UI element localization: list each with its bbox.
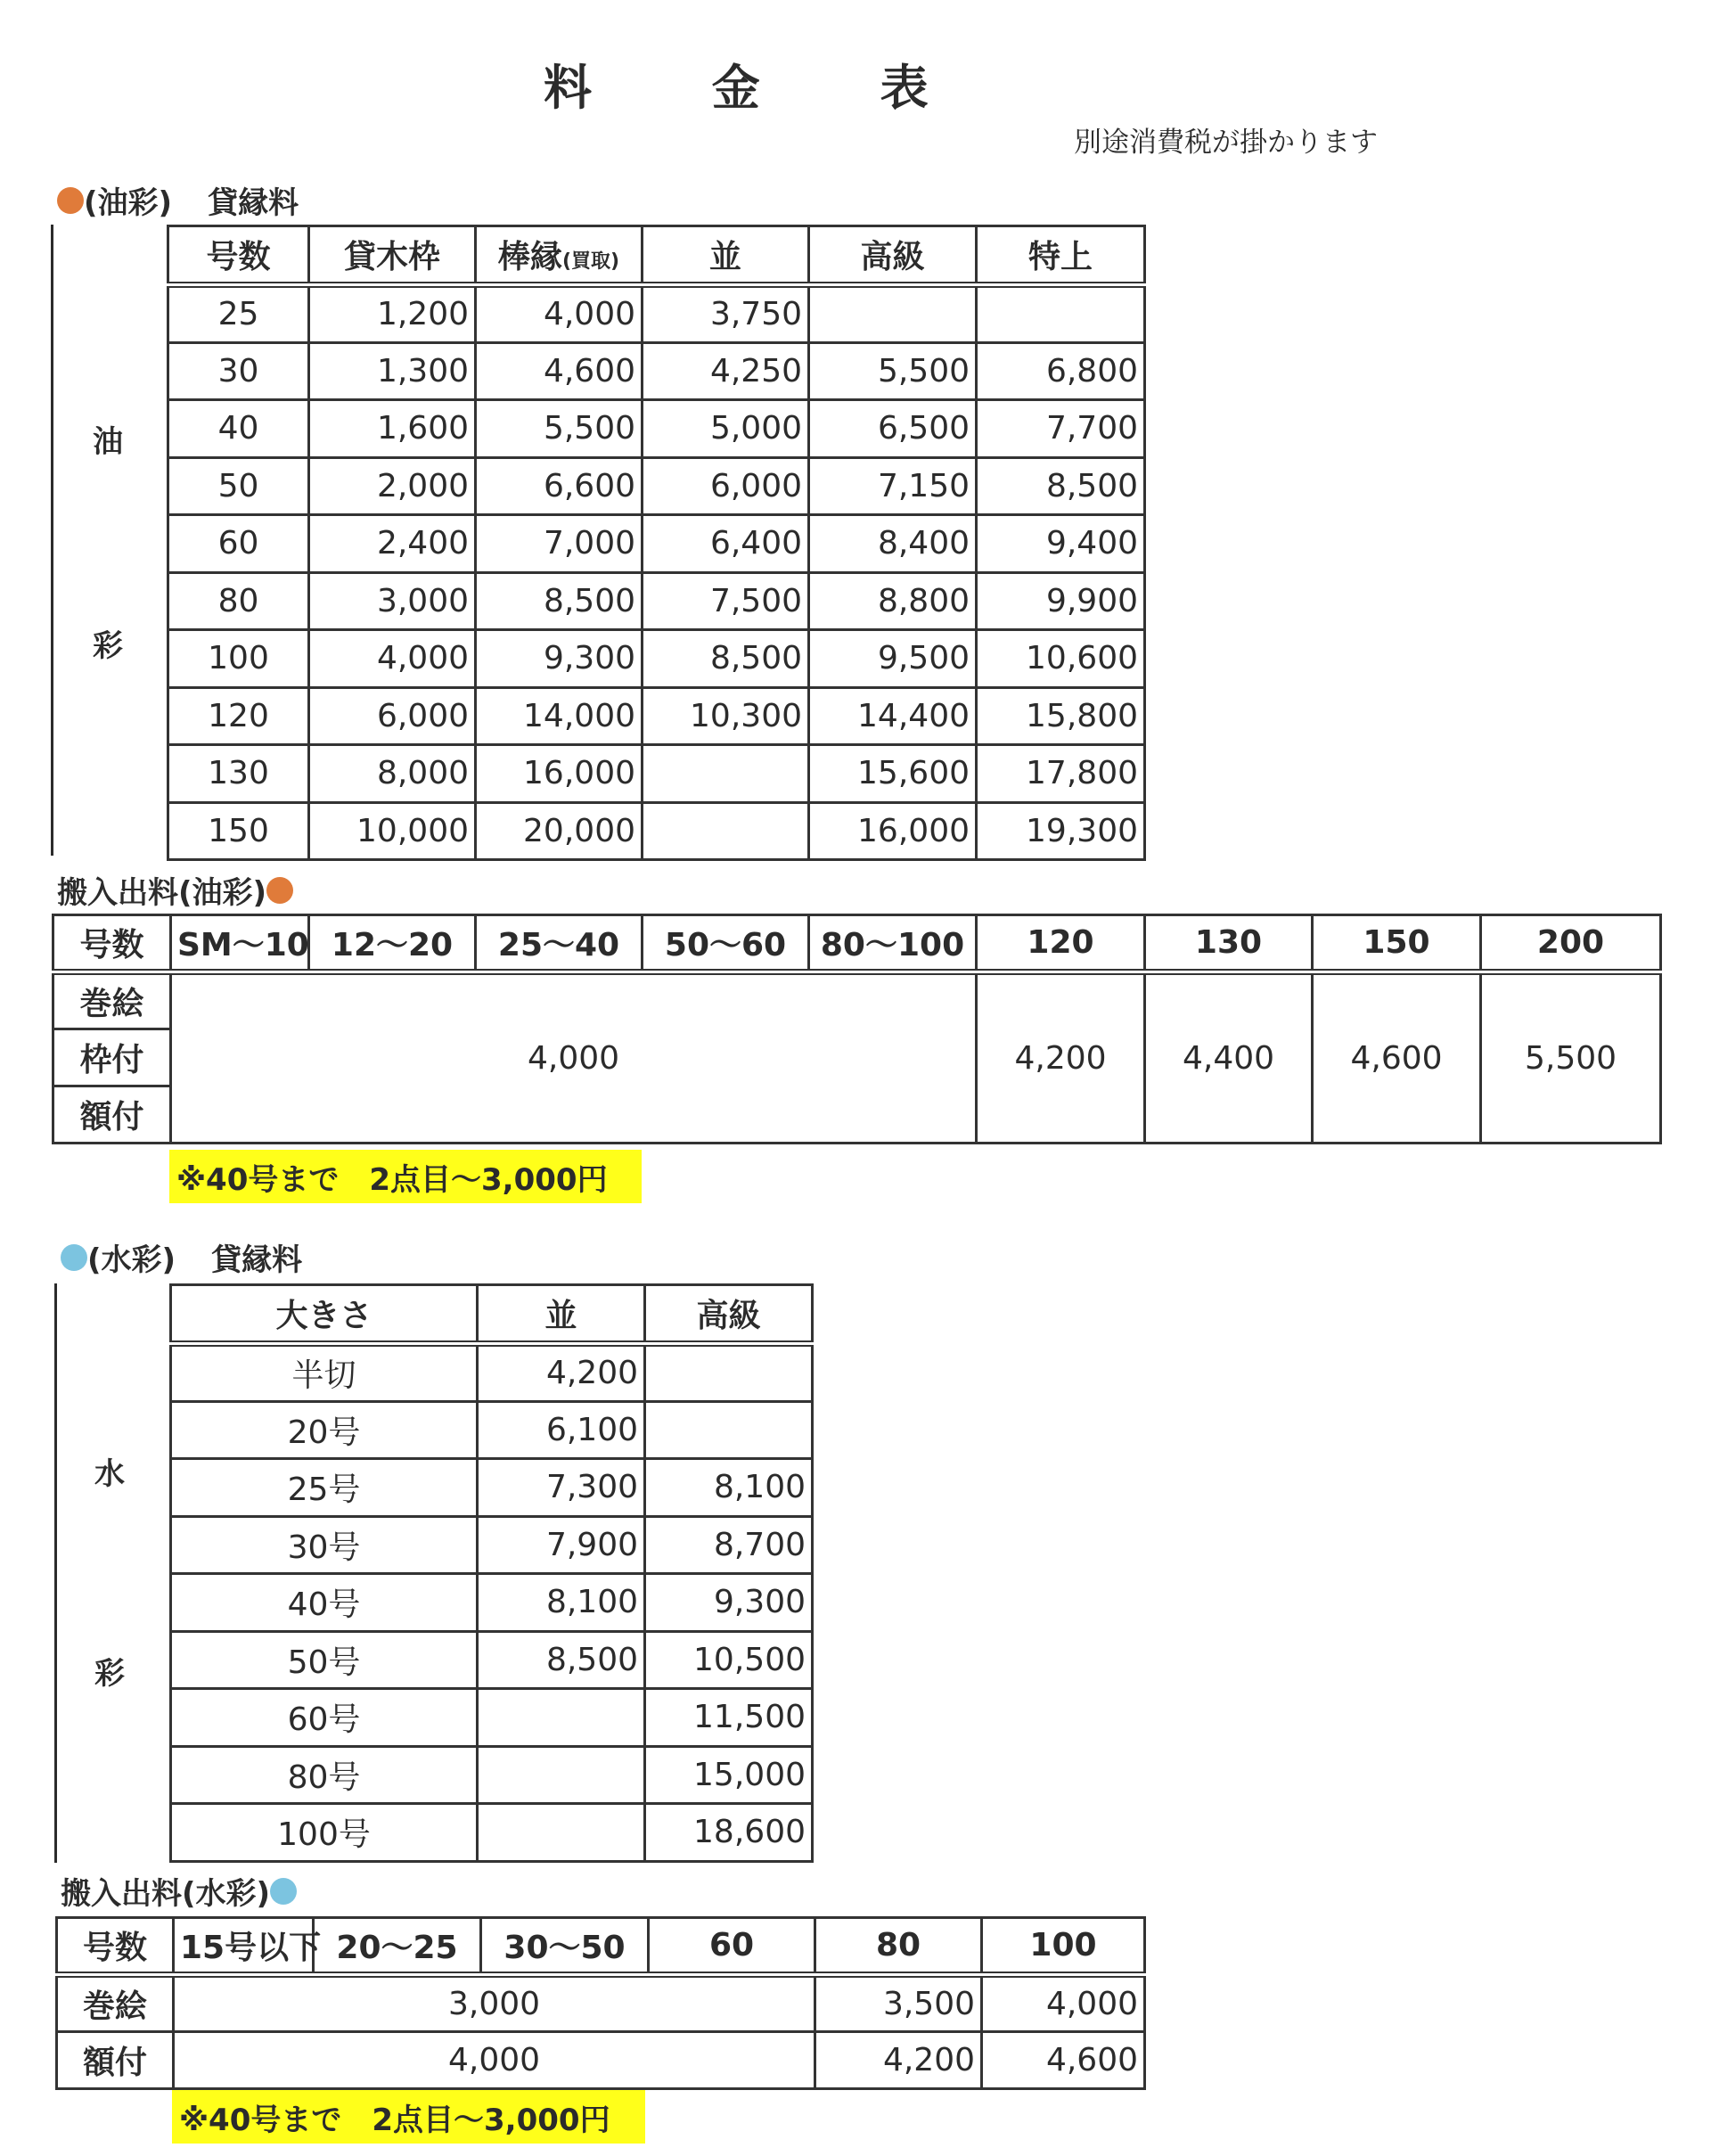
price-cell (643, 802, 809, 860)
price-cell: 2,400 (309, 515, 476, 573)
price-cell: 6,400 (643, 515, 809, 573)
col-header: 30～50 (481, 1918, 649, 1975)
price-cell: 15,800 (977, 687, 1145, 745)
water-side-label-bottom: 彩 (94, 1656, 125, 1692)
price-cell: 14,400 (809, 687, 977, 745)
water-transport-note: ※40号まで 2点目～3,000円 (172, 2090, 645, 2144)
price-cell: 2,000 (309, 457, 476, 515)
water-transport-table (55, 1916, 1146, 2090)
price-cell: 10,300 (643, 687, 809, 745)
row-label: 額付 (57, 2032, 174, 2089)
oil-side-label-top: 油 (93, 424, 123, 460)
price-cell: 11,500 (645, 1689, 813, 1747)
price-cell (645, 1344, 813, 1402)
price-cell: 16,000 (476, 745, 643, 803)
col-header: SM～10 (171, 915, 309, 972)
price-cell: 8,700 (645, 1516, 813, 1574)
price-cell: 4,200 (815, 2032, 982, 2089)
row-label: 巻絵 (57, 1975, 174, 2032)
table-row (168, 285, 1145, 343)
size-cell: 50 (168, 457, 309, 515)
size-cell: 60号 (171, 1689, 478, 1747)
col-header: 15号以下 (174, 1918, 314, 1975)
table-row (168, 457, 1145, 515)
size-cell: 100号 (171, 1804, 478, 1862)
size-cell: 100 (168, 630, 309, 688)
oil-heading-label: 貸縁料 (208, 185, 299, 221)
table-row (171, 1804, 813, 1862)
table-row (171, 1574, 813, 1632)
size-cell: 50号 (171, 1631, 478, 1689)
price-cell: 9,400 (977, 515, 1145, 573)
price-cell: 10,500 (645, 1631, 813, 1689)
size-cell: 120 (168, 687, 309, 745)
price-cell: 7,500 (643, 572, 809, 630)
price-cell (643, 745, 809, 803)
price-cell: 4,000 (476, 285, 643, 343)
price-cell: 5,500 (476, 400, 643, 458)
price-cell: 4,600 (476, 342, 643, 400)
col-header: 並 (643, 226, 809, 285)
price-cell: 4,200 (977, 972, 1145, 1144)
oil-transport-label: 搬入出料(油彩) (57, 875, 267, 911)
size-cell: 30 (168, 342, 309, 400)
price-cell (809, 285, 977, 343)
price-cell: 9,900 (977, 572, 1145, 630)
price-cell: 7,150 (809, 457, 977, 515)
table-row (171, 1344, 813, 1402)
table-row (168, 515, 1145, 573)
table-row (168, 400, 1145, 458)
water-transport-label: 搬入出料(水彩) (61, 1876, 271, 1912)
price-cell: 3,000 (309, 572, 476, 630)
page-title: 料 金 表 (544, 60, 980, 116)
price-cell: 4,000 (309, 630, 476, 688)
price-cell: 14,000 (476, 687, 643, 745)
price-cell: 8,000 (309, 745, 476, 803)
table-row (168, 342, 1145, 400)
orange-dot-icon (57, 187, 84, 214)
oil-transport-note: ※40号まで 2点目～3,000円 (169, 1150, 642, 1203)
water-frame-heading (61, 1235, 302, 1279)
table-row (171, 1401, 813, 1459)
table-row (168, 802, 1145, 860)
size-cell: 150 (168, 802, 309, 860)
col-header: 高級 (809, 226, 977, 285)
price-cell: 4,200 (478, 1344, 645, 1402)
row-label: 額付 (53, 1086, 171, 1144)
price-cell: 20,000 (476, 802, 643, 860)
table-row (171, 1689, 813, 1747)
price-cell: 9,300 (645, 1574, 813, 1632)
price-cell: 10,600 (977, 630, 1145, 688)
col-header: 号数 (57, 1918, 174, 1975)
price-cell: 1,600 (309, 400, 476, 458)
size-cell: 40 (168, 400, 309, 458)
col-header: 200 (1481, 915, 1661, 972)
price-cell: 5,500 (1481, 972, 1661, 1144)
price-cell: 5,000 (643, 400, 809, 458)
price-cell: 6,100 (478, 1401, 645, 1459)
size-cell: 40号 (171, 1574, 478, 1632)
price-cell: 15,000 (645, 1746, 813, 1804)
oil-frame-heading (57, 178, 299, 222)
row-label: 巻絵 (53, 972, 171, 1029)
price-cell (478, 1689, 645, 1747)
col-header: 50～60 (643, 915, 809, 972)
merged-price-cell: 4,000 (174, 2032, 815, 2089)
price-cell (478, 1804, 645, 1862)
col-header: 100 (982, 1918, 1145, 1975)
col-header: 号数 (168, 226, 309, 285)
col-header: 150 (1313, 915, 1481, 972)
table-row (171, 1631, 813, 1689)
size-cell: 25 (168, 285, 309, 343)
price-cell: 19,300 (977, 802, 1145, 860)
row-label: 枠付 (53, 1029, 171, 1086)
col-header: 12～20 (309, 915, 476, 972)
oil-side-bracket (51, 225, 53, 856)
table-row (57, 1975, 1145, 2032)
price-cell: 5,500 (809, 342, 977, 400)
col-header: 特上 (977, 226, 1145, 285)
water-side-label-top: 水 (94, 1456, 125, 1492)
price-cell: 8,400 (809, 515, 977, 573)
table-row (171, 1516, 813, 1574)
price-cell: 9,300 (476, 630, 643, 688)
table-row (171, 1746, 813, 1804)
col-header: 大きさ (171, 1285, 478, 1344)
price-cell: 8,100 (645, 1459, 813, 1517)
col-header: 120 (977, 915, 1145, 972)
water-heading-label: 貸縁料 (211, 1242, 303, 1278)
col-header: 号数 (53, 915, 171, 972)
price-cell: 7,300 (478, 1459, 645, 1517)
price-cell: 8,500 (478, 1631, 645, 1689)
price-cell: 8,500 (643, 630, 809, 688)
water-frame-table (169, 1283, 814, 1863)
price-cell: 1,200 (309, 285, 476, 343)
size-cell: 130 (168, 745, 309, 803)
price-cell: 10,000 (309, 802, 476, 860)
price-cell: 6,000 (643, 457, 809, 515)
tax-note: 別途消費税が掛かります (1074, 127, 1378, 159)
price-cell: 8,100 (478, 1574, 645, 1632)
price-cell: 3,750 (643, 285, 809, 343)
col-header: 25～40 (476, 915, 643, 972)
price-cell: 7,000 (476, 515, 643, 573)
size-cell: 80号 (171, 1746, 478, 1804)
price-cell: 18,600 (645, 1804, 813, 1862)
price-cell: 8,800 (809, 572, 977, 630)
water-side-bracket (54, 1283, 57, 1863)
orange-dot-icon (266, 877, 293, 904)
price-cell: 9,500 (809, 630, 977, 688)
price-cell: 4,000 (982, 1975, 1145, 2032)
price-cell: 4,400 (1145, 972, 1313, 1144)
merged-price-cell: 3,000 (174, 1975, 815, 2032)
price-cell: 1,300 (309, 342, 476, 400)
col-header: 貸木枠 (309, 226, 476, 285)
table-row (57, 2032, 1145, 2089)
price-cell: 7,900 (478, 1516, 645, 1574)
col-header: 130 (1145, 915, 1313, 972)
price-cell: 17,800 (977, 745, 1145, 803)
price-cell: 8,500 (476, 572, 643, 630)
col-header: 棒縁(買取) (476, 226, 643, 285)
size-cell: 半切 (171, 1344, 478, 1402)
price-cell: 6,000 (309, 687, 476, 745)
oil-transport-heading (57, 868, 293, 912)
oil-transport-table (52, 914, 1662, 1144)
merged-price-cell: 4,000 (171, 972, 977, 1144)
size-cell: 25号 (171, 1459, 478, 1517)
table-row (168, 572, 1145, 630)
price-cell: 7,700 (977, 400, 1145, 458)
col-header: 20～25 (314, 1918, 481, 1975)
price-cell: 4,600 (982, 2032, 1145, 2089)
price-cell: 15,600 (809, 745, 977, 803)
col-header: 60 (649, 1918, 815, 1975)
blue-dot-icon (61, 1244, 87, 1271)
col-header: 並 (478, 1285, 645, 1344)
price-cell: 4,600 (1313, 972, 1481, 1144)
price-cell (478, 1746, 645, 1804)
price-cell: 4,250 (643, 342, 809, 400)
water-heading-category: (水彩) (87, 1242, 176, 1278)
price-cell (645, 1401, 813, 1459)
size-cell: 20号 (171, 1401, 478, 1459)
water-transport-heading (61, 1869, 297, 1913)
size-cell: 30号 (171, 1516, 478, 1574)
col-header: 80 (815, 1918, 982, 1975)
oil-frame-table (167, 225, 1146, 861)
size-cell: 80 (168, 572, 309, 630)
price-cell: 6,500 (809, 400, 977, 458)
blue-dot-icon (270, 1878, 297, 1905)
price-cell: 6,800 (977, 342, 1145, 400)
price-cell: 16,000 (809, 802, 977, 860)
col-header: 80～100 (809, 915, 977, 972)
oil-side-label-bottom: 彩 (93, 628, 123, 664)
oil-heading-category: (油彩) (84, 185, 173, 221)
size-cell: 60 (168, 515, 309, 573)
table-row (168, 630, 1145, 688)
col-header: 高級 (645, 1285, 813, 1344)
price-cell (977, 285, 1145, 343)
price-cell: 8,500 (977, 457, 1145, 515)
price-cell: 6,600 (476, 457, 643, 515)
table-row (168, 687, 1145, 745)
table-row (168, 745, 1145, 803)
price-cell: 3,500 (815, 1975, 982, 2032)
table-row (171, 1459, 813, 1517)
